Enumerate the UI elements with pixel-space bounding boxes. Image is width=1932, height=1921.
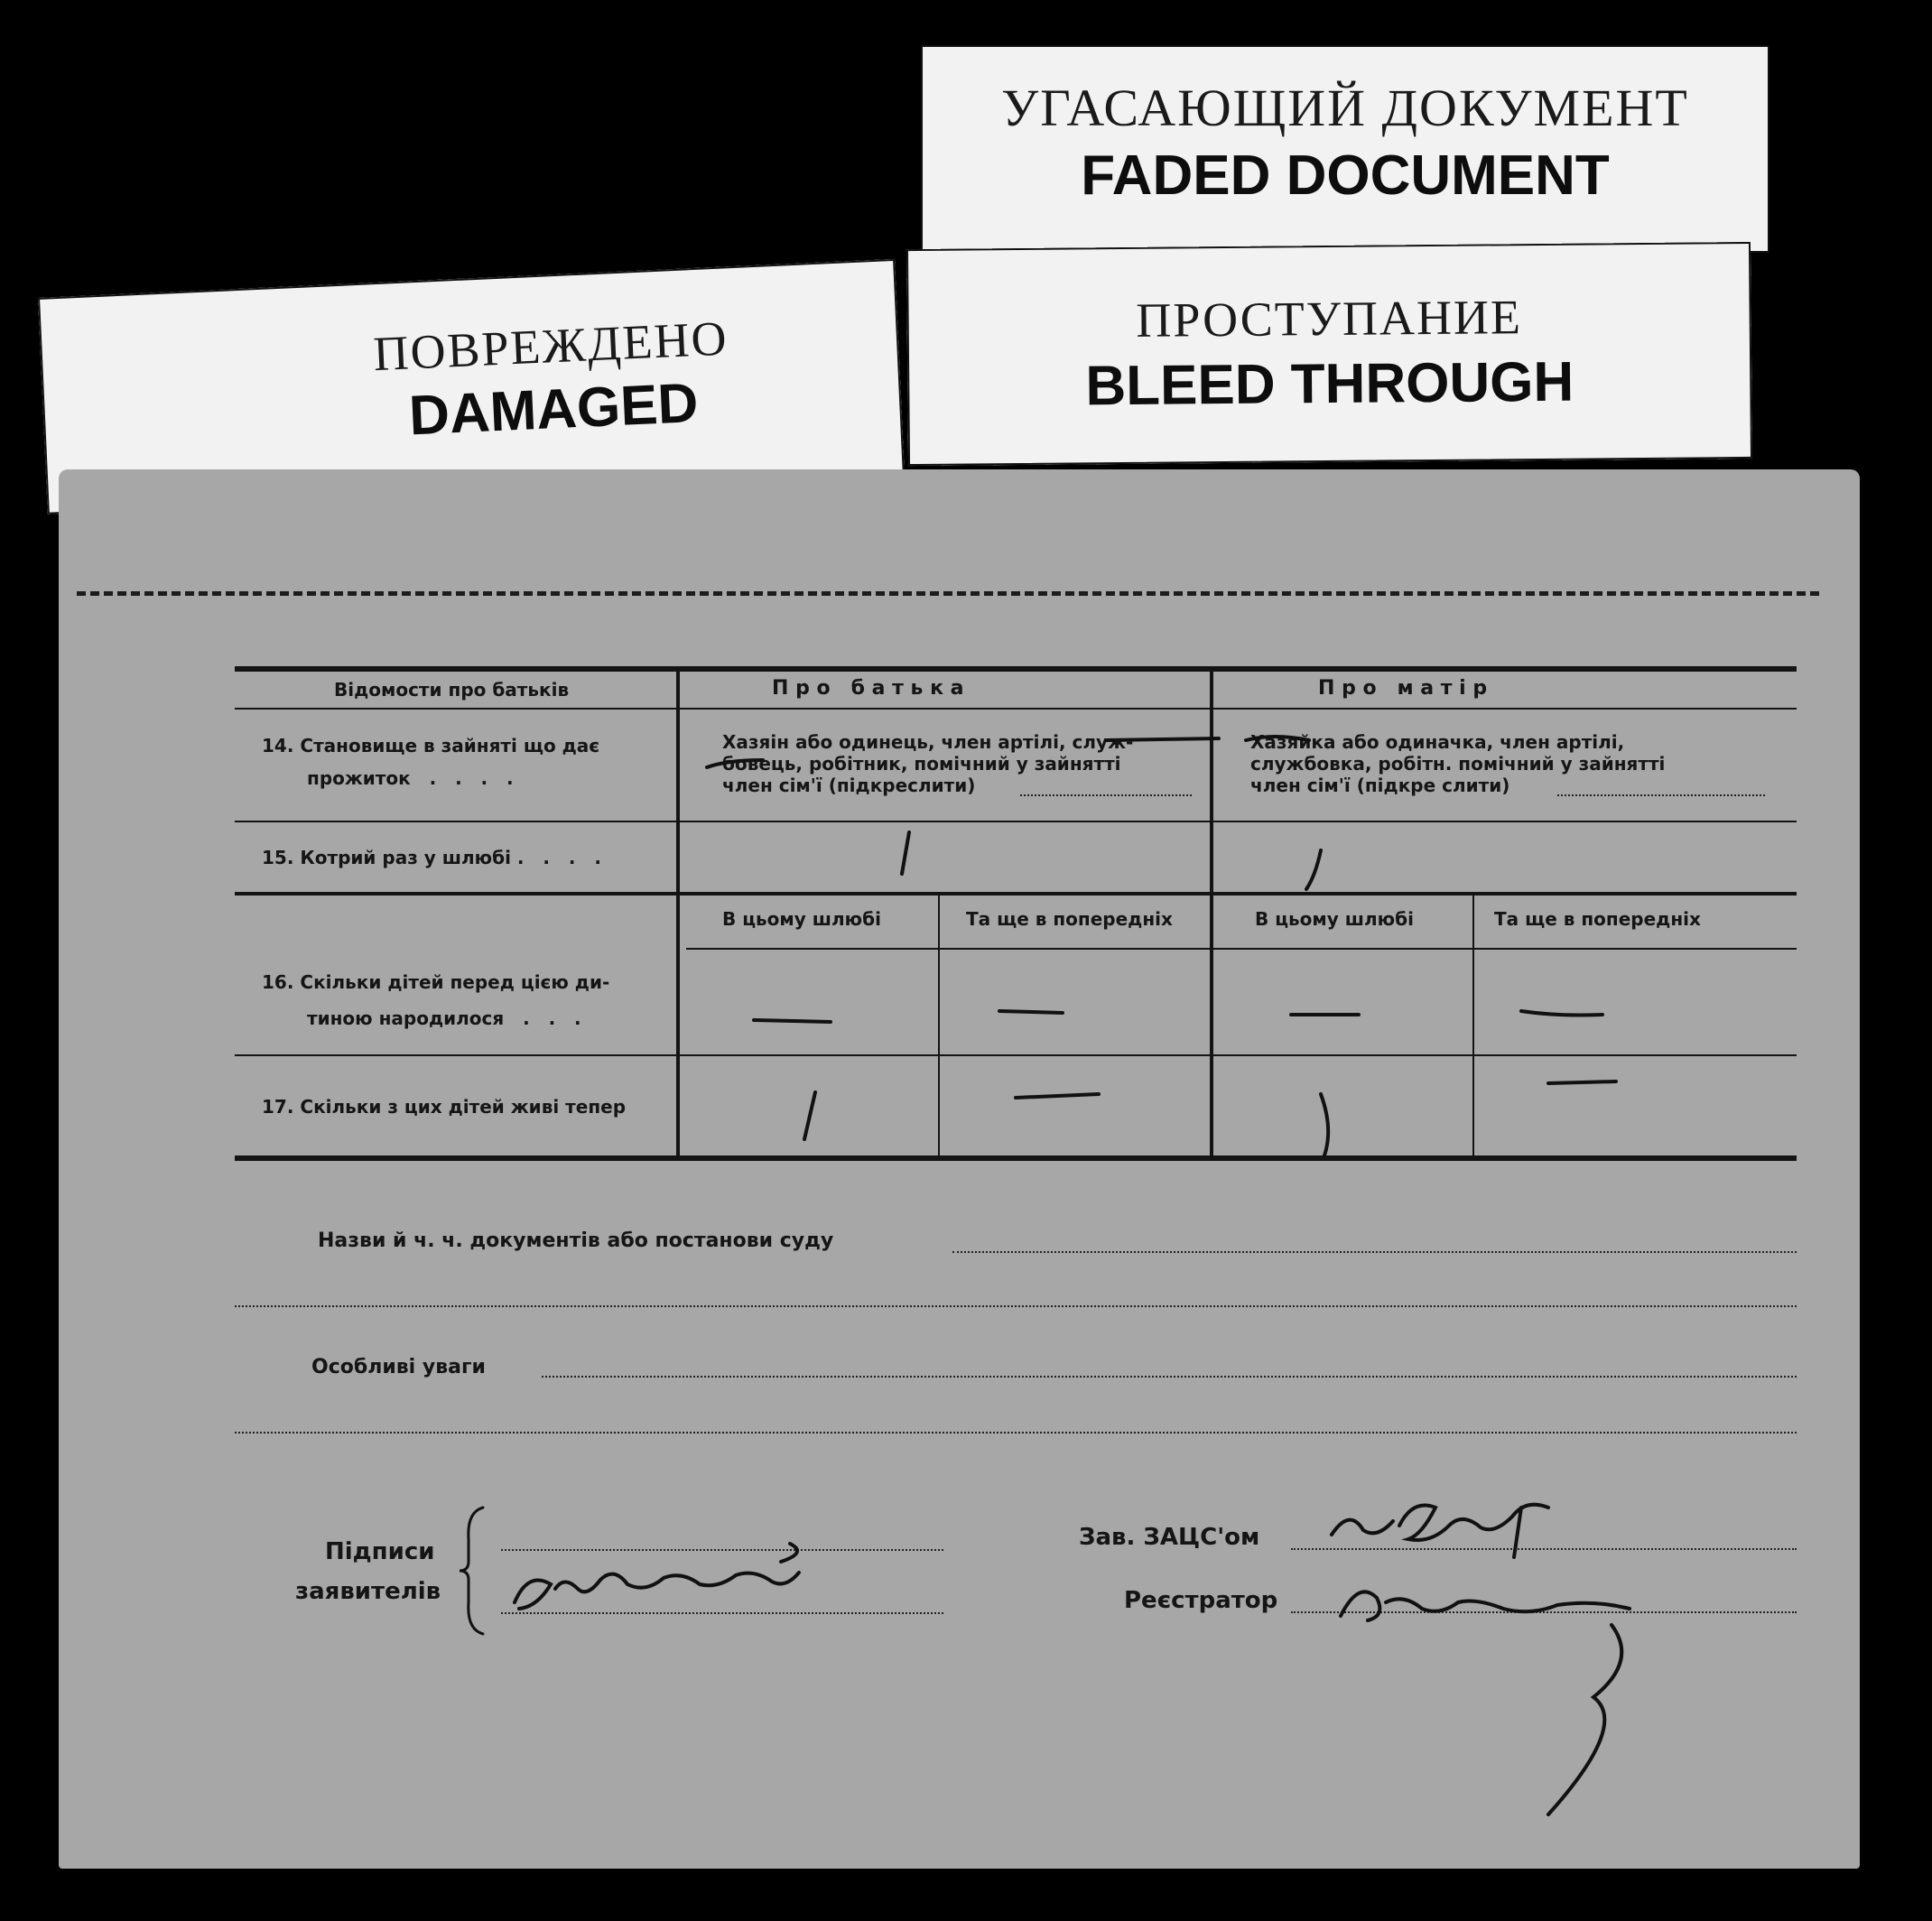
- applicants-label-line1: Підписи: [325, 1538, 435, 1565]
- faded-document-label: [921, 45, 1769, 253]
- row14-father-line1: Хазяін або одинець, член артілі, служ-: [722, 731, 1134, 753]
- row16-label-line1: 16. Скільки дітей перед цією ди-: [262, 971, 610, 993]
- documents-label: Назви й ч. ч. документів або постанови суду: [318, 1230, 834, 1252]
- subheader-mother-prev: Та ще в попередніх: [1494, 908, 1701, 930]
- header-about-mother: П р о м а т і р: [1318, 677, 1488, 700]
- row14-father-line3: член сім'ї (підкреслити): [722, 775, 976, 796]
- row14-label-line1: 14. Становище в зайняті що дає: [262, 735, 600, 756]
- notes-label: Особливі уваги: [311, 1356, 486, 1378]
- row14-father-line2: бовець, робітник, помічний у зайнятті: [722, 753, 1121, 775]
- faded-label-ru: УГАСАЮЩИЙ ДОКУМЕНТ: [1001, 79, 1689, 137]
- document-sheet: [59, 469, 1860, 1869]
- row17-label: 17. Скільки з цих дітей живі тепер: [262, 1096, 627, 1118]
- row14-label-line2: прожиток . . . .: [307, 767, 514, 789]
- row16-label-line2: тиною народилося . . .: [307, 1007, 581, 1029]
- bleed-label-ru: ПРОСТУПАНИЕ: [1136, 290, 1523, 348]
- subheader-father-prev: Та ще в попередніх: [966, 908, 1173, 930]
- subheader-mother-this: В цьому шлюбі: [1255, 908, 1414, 930]
- applicants-label-line2: заявителів: [295, 1578, 441, 1605]
- header-about-father: П р о б а т ь к а: [772, 677, 964, 700]
- head-label: Зав. ЗАЦС'ом: [1079, 1524, 1260, 1551]
- bleed-through-label: [906, 242, 1752, 466]
- row14-mother-line2: службовка, робітн. помічний у зайнятті: [1250, 753, 1666, 775]
- faded-label-en: FADED DOCUMENT: [1081, 144, 1610, 207]
- bleed-label-en: BLEED THROUGH: [1085, 350, 1574, 418]
- damaged-label-ru: ПОВРЕЖДЕНО: [372, 311, 729, 382]
- handwritten-marks: [59, 469, 1860, 1869]
- registrar-label: Реєстратор: [1124, 1587, 1278, 1614]
- row15-label: 15. Котрий раз у шлюбі . . . .: [262, 847, 601, 868]
- damaged-label-en: DAMAGED: [407, 371, 700, 448]
- header-parents-info: Відомости про батьків: [334, 679, 570, 701]
- subheader-father-this: В цьому шлюбі: [722, 908, 881, 930]
- row14-mother-line1: Хазяйка або одиначка, член артілі,: [1250, 731, 1625, 753]
- row14-mother-line3: член сім'ї (підкре слити): [1250, 775, 1510, 796]
